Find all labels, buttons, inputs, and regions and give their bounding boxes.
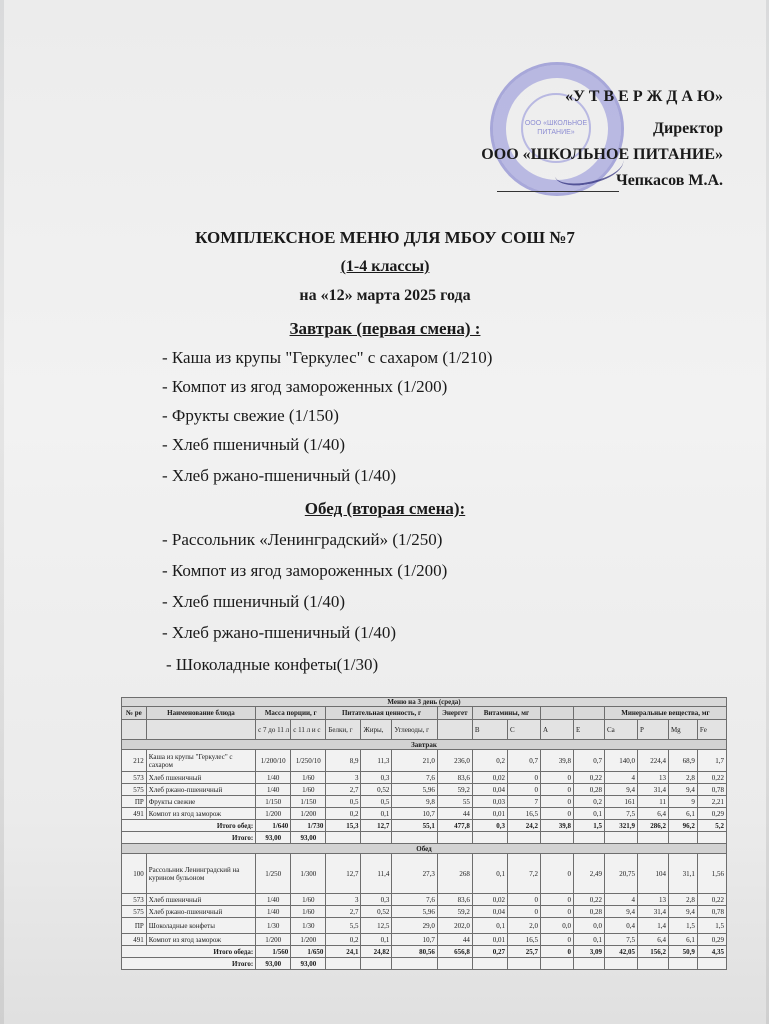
col-subheader: Углеводы, г — [392, 720, 437, 740]
table-cell — [326, 832, 361, 844]
table-cell: 1/150 — [256, 796, 291, 808]
table-cell: 39,8 — [541, 820, 574, 832]
price-cell: 93,00 — [256, 958, 291, 970]
table-cell: 7,6 — [392, 772, 437, 784]
price-label: Итого: — [122, 832, 256, 844]
table-cell: ПР — [122, 796, 147, 808]
table-cell — [574, 958, 605, 970]
table-cell: 0 — [508, 784, 541, 796]
table-cell: 7,6 — [392, 894, 437, 906]
table-cell: Фрукты свежие — [146, 796, 255, 808]
table-cell: Хлеб ржано-пшеничный — [146, 784, 255, 796]
table-cell: 0,22 — [574, 772, 605, 784]
table-cell: 6,4 — [638, 808, 669, 820]
col-subheader: С — [508, 720, 541, 740]
table-cell: 2,8 — [668, 772, 697, 784]
table-cell: 236,0 — [437, 750, 472, 772]
table-cell: 24,82 — [361, 946, 392, 958]
lunch-item: - Шоколадные конфеты(1/30) — [166, 655, 379, 674]
table-cell: Хлеб пшеничный — [146, 772, 255, 784]
table-cell: Шоколадные конфеты — [146, 918, 255, 934]
table-cell: 0,3 — [472, 820, 507, 832]
table-cell: 1/60 — [291, 784, 326, 796]
table-cell: Компот из ягод заморож — [146, 934, 255, 946]
table-cell: 575 — [122, 784, 147, 796]
table-cell: 12,7 — [361, 820, 392, 832]
table-row — [122, 946, 727, 958]
table-cell: 286,2 — [638, 820, 669, 832]
table-cell: 96,2 — [668, 820, 697, 832]
table-row — [122, 906, 727, 918]
table-cell: 0,04 — [472, 784, 507, 796]
table-cell: 491 — [122, 934, 147, 946]
table-cell: 44 — [437, 934, 472, 946]
table-cell: 1/40 — [256, 894, 291, 906]
approval-position: Директор — [653, 120, 723, 137]
classes-label: (1-4 классы) — [340, 258, 430, 275]
table-cell: 0,28 — [574, 784, 605, 796]
table-cell: 1/200 — [291, 934, 326, 946]
table-row — [122, 832, 727, 844]
table-cell — [122, 720, 147, 740]
table-cell: 1,5 — [668, 918, 697, 934]
table-cell: 0 — [541, 906, 574, 918]
table-cell — [472, 832, 507, 844]
col-header: Масса порции, г — [256, 707, 326, 720]
table-cell: 0,1 — [361, 808, 392, 820]
table-cell: 1,5 — [697, 918, 726, 934]
document-page — [4, 0, 766, 1024]
table-cell: 4 — [604, 772, 637, 784]
table-cell: 29,0 — [392, 918, 437, 934]
table-cell: 1/640 — [256, 820, 291, 832]
col-subheader: В — [472, 720, 507, 740]
table-row — [122, 750, 727, 772]
col-subheader: с 11 л и с — [291, 720, 326, 740]
table-cell: 1/150 — [291, 796, 326, 808]
table-cell: 0 — [541, 946, 574, 958]
table-row — [122, 958, 727, 970]
approval-org: ООО «ШКОЛЬНОЕ ПИТАНИЕ» — [481, 146, 723, 163]
table-cell: 1/30 — [256, 918, 291, 934]
breakfast-item: - Каша из крупы "Геркулес" с сахаром (1/210) — [162, 348, 493, 367]
col-subheader: с 7 до 11 л — [256, 720, 291, 740]
table-row — [122, 808, 727, 820]
table-cell — [574, 832, 605, 844]
table-cell — [541, 707, 574, 720]
total-label: Итого обед: — [122, 820, 256, 832]
stamp-text: ООО «ШКОЛЬНОЕ ПИТАНИЕ» — [521, 93, 591, 163]
price-label: Итого: — [122, 958, 256, 970]
table-cell: 0,78 — [697, 906, 726, 918]
col-subheader: Fe — [697, 720, 726, 740]
table-cell: 13 — [638, 772, 669, 784]
table-cell: 0,78 — [697, 784, 726, 796]
table-cell: 0,29 — [697, 808, 726, 820]
total-label: Итого обеда: — [122, 946, 256, 958]
table-cell: 0,02 — [472, 894, 507, 906]
table-cell: 3 — [326, 772, 361, 784]
table-cell: 83,6 — [437, 894, 472, 906]
table-cell: 0 — [541, 934, 574, 946]
table-cell: Хлеб пшеничный — [146, 894, 255, 906]
table-cell: 0,7 — [508, 750, 541, 772]
table-cell: 575 — [122, 906, 147, 918]
table-cell: 68,9 — [668, 750, 697, 772]
table-cell: 0,2 — [472, 750, 507, 772]
table-cell: 4,35 — [697, 946, 726, 958]
table-row — [122, 820, 727, 832]
table-cell: 31,4 — [638, 906, 669, 918]
table-cell — [472, 958, 507, 970]
table-cell: 0,2 — [574, 796, 605, 808]
table-cell: 1/250 — [256, 854, 291, 894]
table-cell: 6,1 — [668, 934, 697, 946]
table-cell: 2,49 — [574, 854, 605, 894]
table-cell: 1/60 — [291, 894, 326, 906]
table-cell: 42,05 — [604, 946, 637, 958]
table-cell: 9,8 — [392, 796, 437, 808]
table-cell: 2,21 — [697, 796, 726, 808]
table-cell: 4 — [604, 894, 637, 906]
menu-title: КОМПЛЕКСНОЕ МЕНЮ ДЛЯ МБОУ СОШ №7 — [195, 228, 575, 247]
breakfast-item: - Хлеб пшеничный (1/40) — [162, 435, 346, 454]
table-cell — [146, 720, 255, 740]
table-cell: 0,04 — [472, 906, 507, 918]
table-row — [122, 784, 727, 796]
table-cell: 573 — [122, 772, 147, 784]
table-cell: 5,96 — [392, 906, 437, 918]
table-cell: 1/650 — [291, 946, 326, 958]
table-row — [122, 772, 727, 784]
breakfast-item: - Хлеб ржано-пшеничный (1/40) — [162, 466, 397, 485]
table-cell: 0,1 — [574, 934, 605, 946]
table-cell: 1/200 — [256, 808, 291, 820]
table-cell — [437, 958, 472, 970]
col-header: Витамины, мг — [472, 707, 540, 720]
section-breakfast: Завтрак — [122, 740, 727, 750]
table-cell: 1/40 — [256, 772, 291, 784]
col-header: № ре — [122, 707, 147, 720]
table-cell: 8,9 — [326, 750, 361, 772]
table-cell: 1/200 — [291, 808, 326, 820]
table-cell: 156,2 — [638, 946, 669, 958]
table-cell: ПР — [122, 918, 147, 934]
table-cell — [392, 832, 437, 844]
table-cell: 31,4 — [638, 784, 669, 796]
table-cell — [508, 832, 541, 844]
breakfast-item: - Компот из ягод замороженных (1/200) — [162, 377, 448, 396]
table-cell: Рассольник Ленинградский на курином бульоном — [146, 854, 255, 894]
table-cell: 0 — [541, 854, 574, 894]
table-cell — [541, 832, 574, 844]
table-cell: 3 — [326, 894, 361, 906]
lunch-item: - Рассольник «Ленинградский» (1/250) — [162, 530, 443, 549]
col-subheader: Белки, г — [326, 720, 361, 740]
col-header: Питательная ценность, г — [326, 707, 437, 720]
table-cell — [437, 832, 472, 844]
table-cell: 1/730 — [291, 820, 326, 832]
table-cell — [508, 958, 541, 970]
table-cell: 6,1 — [668, 808, 697, 820]
nutrition-table — [121, 697, 727, 970]
table-cell: 24,2 — [508, 820, 541, 832]
table-cell: 5,96 — [392, 784, 437, 796]
table-cell: 0 — [508, 894, 541, 906]
price-cell: 93,00 — [256, 832, 291, 844]
table-cell: Хлеб ржано-пшеничный — [146, 906, 255, 918]
table-cell: 573 — [122, 894, 147, 906]
table-cell: 0,01 — [472, 808, 507, 820]
table-cell: 0,01 — [472, 934, 507, 946]
table-cell: 100 — [122, 854, 147, 894]
table-cell: 7,5 — [604, 808, 637, 820]
table-cell: 0,0 — [541, 918, 574, 934]
table-cell: 16,5 — [508, 808, 541, 820]
table-cell: 161 — [604, 796, 637, 808]
table-row — [122, 698, 727, 707]
table-row — [122, 934, 727, 946]
table-cell: 44 — [437, 808, 472, 820]
lunch-heading: Обед (вторая смена): — [304, 499, 466, 518]
table-cell: 477,8 — [437, 820, 472, 832]
table-cell: 2,7 — [326, 784, 361, 796]
table-row — [122, 854, 727, 894]
table-cell: 0,5 — [326, 796, 361, 808]
table-cell — [326, 958, 361, 970]
table-cell: 1/200/10 — [256, 750, 291, 772]
table-cell: 202,0 — [437, 918, 472, 934]
table-row — [122, 796, 727, 808]
table-cell: Компот из ягод заморож — [146, 808, 255, 820]
table-cell: 59,2 — [437, 906, 472, 918]
col-subheader: Са — [604, 720, 637, 740]
table-cell — [541, 958, 574, 970]
table-cell: 1,56 — [697, 854, 726, 894]
table-cell: 1/40 — [256, 906, 291, 918]
table-cell: 0 — [541, 784, 574, 796]
table-cell: 0 — [541, 894, 574, 906]
table-cell: 1,7 — [697, 750, 726, 772]
table-cell — [638, 958, 669, 970]
table-cell: 0,1 — [574, 808, 605, 820]
col-header: Энергет — [437, 707, 472, 720]
table-row — [122, 740, 727, 750]
table-cell: 104 — [638, 854, 669, 894]
table-cell: 1/60 — [291, 906, 326, 918]
table-cell: 1/560 — [256, 946, 291, 958]
table-row — [122, 844, 727, 854]
table-cell: 0 — [508, 772, 541, 784]
table-row — [122, 720, 727, 740]
table-cell: 24,1 — [326, 946, 361, 958]
table-row — [122, 894, 727, 906]
table-cell: 7 — [508, 796, 541, 808]
table-cell: 224,4 — [638, 750, 669, 772]
table-cell: 2,7 — [326, 906, 361, 918]
table-cell: 1/60 — [291, 772, 326, 784]
table-cell: 0,3 — [361, 894, 392, 906]
table-cell — [604, 958, 637, 970]
table-cell: 6,4 — [638, 934, 669, 946]
menu-date: на «12» марта 2025 года — [299, 287, 471, 304]
col-subheader: А — [541, 720, 574, 740]
table-cell: 0,1 — [472, 854, 507, 894]
table-cell — [668, 832, 697, 844]
table-cell: 83,6 — [437, 772, 472, 784]
table-cell: 50,9 — [668, 946, 697, 958]
table-cell: 7,2 — [508, 854, 541, 894]
table-cell: 80,56 — [392, 946, 437, 958]
table-cell: 12,5 — [361, 918, 392, 934]
table-cell: 0,29 — [697, 934, 726, 946]
table-cell: 21,0 — [392, 750, 437, 772]
table-cell: 9,4 — [668, 784, 697, 796]
table-cell: 2,8 — [668, 894, 697, 906]
table-cell: 1/300 — [291, 854, 326, 894]
table-cell: 59,2 — [437, 784, 472, 796]
table-cell: 0 — [541, 808, 574, 820]
table-cell: 31,1 — [668, 854, 697, 894]
approval-title: «У Т В Е Р Ж Д А Ю» — [565, 88, 723, 105]
table-cell: 0 — [541, 772, 574, 784]
table-cell: 9,4 — [668, 906, 697, 918]
table-cell: 3,09 — [574, 946, 605, 958]
table-cell: 656,8 — [437, 946, 472, 958]
table-cell: 39,8 — [541, 750, 574, 772]
table-cell: 7,5 — [604, 934, 637, 946]
table-cell: 1,5 — [574, 820, 605, 832]
table-cell — [392, 958, 437, 970]
table-cell: 0,22 — [574, 894, 605, 906]
col-header: Наименование блюда — [146, 707, 255, 720]
table-cell: 0,28 — [574, 906, 605, 918]
table-cell: 11,3 — [361, 750, 392, 772]
table-cell: 5,2 — [697, 820, 726, 832]
lunch-item: - Хлеб пшеничный (1/40) — [162, 592, 346, 611]
col-subheader: Е — [574, 720, 605, 740]
table-cell: 0,4 — [604, 918, 637, 934]
table-cell: Каша из крупы "Геркулес" с сахаром — [146, 750, 255, 772]
table-cell — [697, 832, 726, 844]
table-cell: 0,22 — [697, 894, 726, 906]
table-cell: 27,3 — [392, 854, 437, 894]
table-cell: 9,4 — [604, 784, 637, 796]
table-cell: 0,1 — [472, 918, 507, 934]
table-cell: 0,22 — [697, 772, 726, 784]
col-subheader: Р — [638, 720, 669, 740]
table-cell: 1/250/10 — [291, 750, 326, 772]
breakfast-item: - Фрукты свежие (1/150) — [162, 406, 339, 425]
table-cell: 11,4 — [361, 854, 392, 894]
table-cell: 1/30 — [291, 918, 326, 934]
table-title: Меню на 3 день (среда) — [122, 698, 727, 707]
lunch-item: - Хлеб ржано-пшеничный (1/40) — [162, 623, 397, 642]
table-cell — [361, 832, 392, 844]
price-cell: 93,00 — [291, 958, 326, 970]
col-subheader: Жиры, — [361, 720, 392, 740]
col-subheader: Mg — [668, 720, 697, 740]
table-cell: 268 — [437, 854, 472, 894]
table-cell: 9,4 — [604, 906, 637, 918]
table-cell: 0,52 — [361, 784, 392, 796]
table-cell: 140,0 — [604, 750, 637, 772]
table-cell: 1/200 — [256, 934, 291, 946]
table-cell: 2,0 — [508, 918, 541, 934]
lunch-item: - Компот из ягод замороженных (1/200) — [162, 561, 448, 580]
section-lunch: Обед — [122, 844, 727, 854]
table-cell: 491 — [122, 808, 147, 820]
table-cell: 321,9 — [604, 820, 637, 832]
table-cell: 15,3 — [326, 820, 361, 832]
table-cell: 0,3 — [361, 772, 392, 784]
table-cell: 0,2 — [326, 934, 361, 946]
table-cell: 0,0 — [574, 918, 605, 934]
table-cell: 5,5 — [326, 918, 361, 934]
table-cell: 12,7 — [326, 854, 361, 894]
breakfast-heading: Завтрак (первая смена) : — [289, 319, 481, 338]
table-cell — [574, 707, 605, 720]
table-cell: 0,03 — [472, 796, 507, 808]
price-cell: 93,00 — [291, 832, 326, 844]
table-cell: 1,4 — [638, 918, 669, 934]
table-cell: 0,5 — [361, 796, 392, 808]
col-header: Минеральные вещества, мг — [604, 707, 726, 720]
table-cell — [668, 958, 697, 970]
table-cell: 13 — [638, 894, 669, 906]
approval-name: Чепкасов М.А. — [615, 172, 723, 189]
table-cell — [361, 958, 392, 970]
table-row — [122, 918, 727, 934]
table-cell: 55 — [437, 796, 472, 808]
table-cell: 0,02 — [472, 772, 507, 784]
table-cell — [697, 958, 726, 970]
table-cell: 9 — [668, 796, 697, 808]
signature-line — [497, 191, 619, 192]
table-cell: 0,27 — [472, 946, 507, 958]
table-row — [122, 707, 727, 720]
table-cell: 25,7 — [508, 946, 541, 958]
table-cell: 1/40 — [256, 784, 291, 796]
table-cell: 0,1 — [361, 934, 392, 946]
table-cell: 0 — [541, 796, 574, 808]
table-cell: 0 — [508, 906, 541, 918]
table-cell: 55,1 — [392, 820, 437, 832]
table-cell: 11 — [638, 796, 669, 808]
table-cell: 10,7 — [392, 934, 437, 946]
table-cell: 20,75 — [604, 854, 637, 894]
table-cell: 0,52 — [361, 906, 392, 918]
table-cell: 0,2 — [326, 808, 361, 820]
table-cell: 0,7 — [574, 750, 605, 772]
table-cell: 212 — [122, 750, 147, 772]
table-cell — [638, 832, 669, 844]
table-cell: 10,7 — [392, 808, 437, 820]
table-cell — [437, 720, 472, 740]
table-cell: 16,5 — [508, 934, 541, 946]
table-cell — [604, 832, 637, 844]
